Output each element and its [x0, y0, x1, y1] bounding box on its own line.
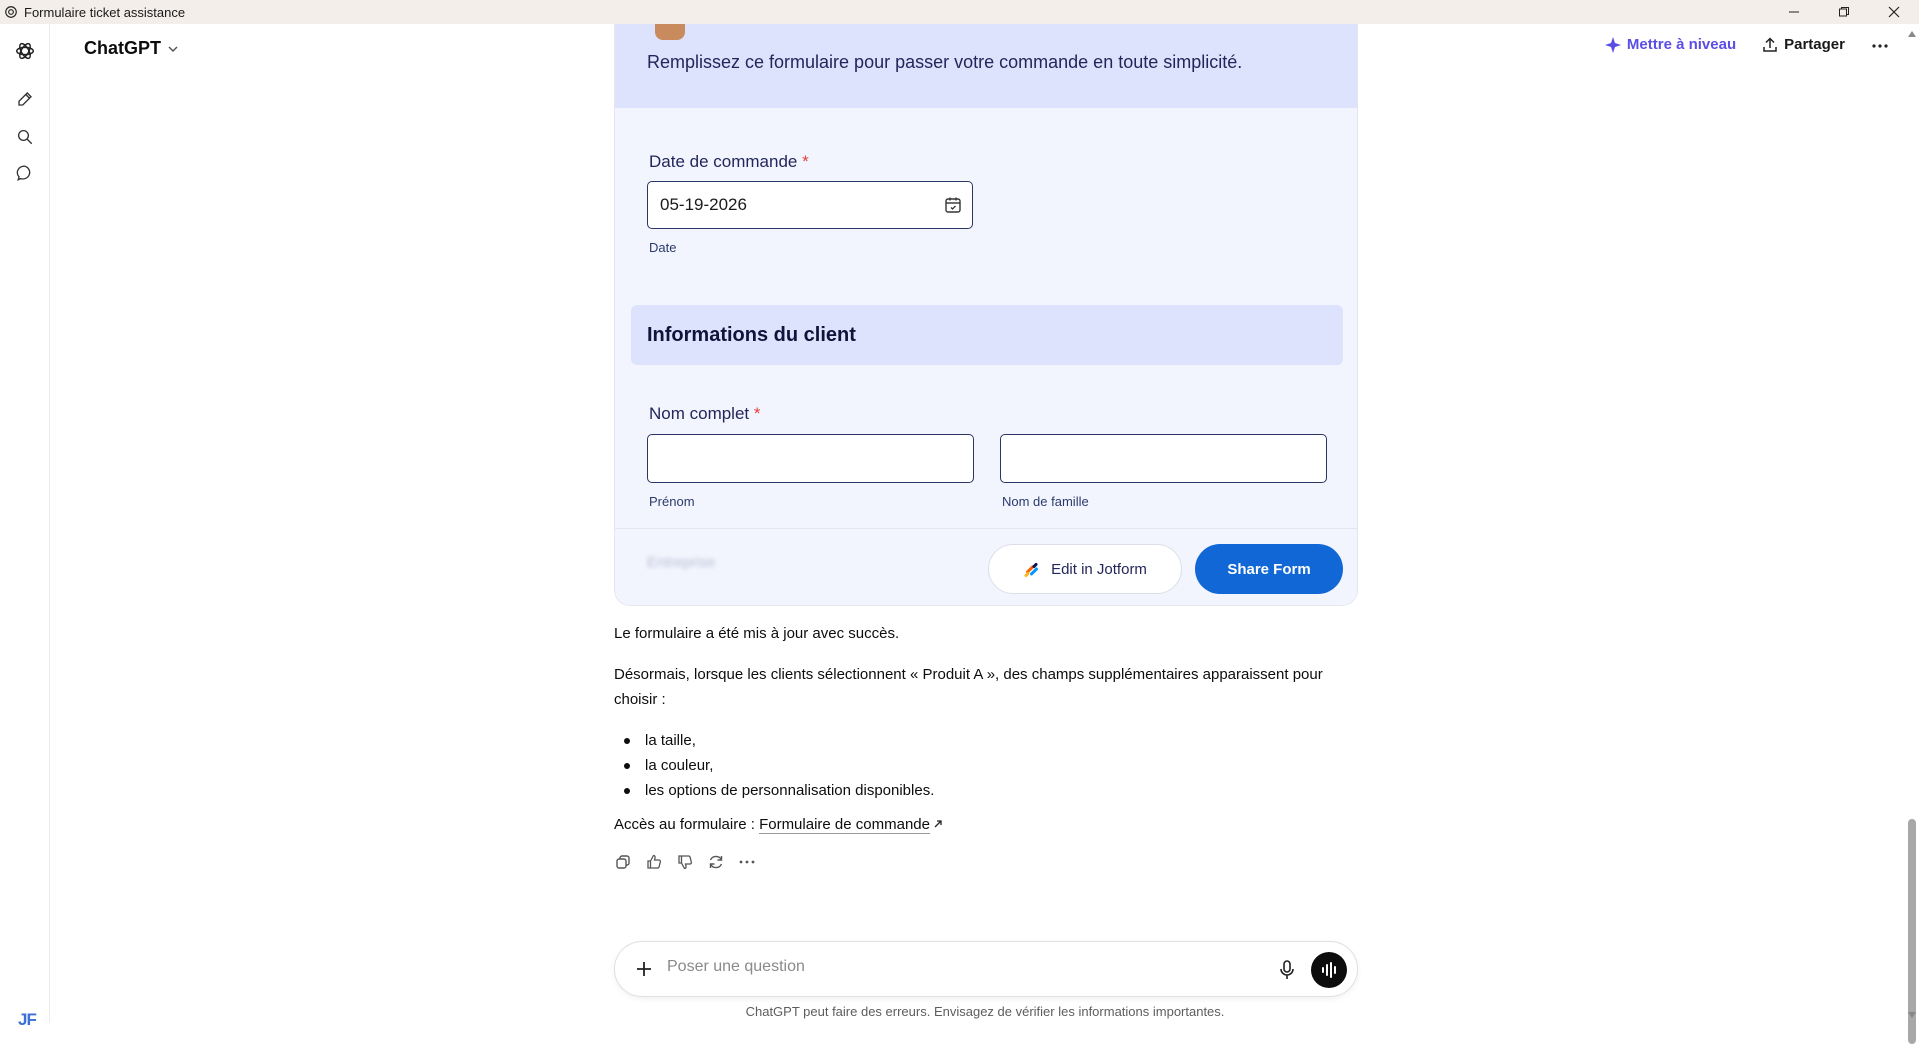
form-description: Remplissez ce formulaire pour passer votre commande en toute simplicité.: [647, 52, 1243, 72]
next-field-label: Entreprise: [647, 554, 716, 571]
form-header: [615, 24, 1358, 108]
sidebar: [0, 24, 50, 1029]
edit-button-label: Edit in Jotform: [1051, 560, 1147, 578]
more-horizontal-icon: [739, 860, 755, 864]
header-actions: [1605, 36, 1889, 53]
message-actions: [614, 853, 756, 871]
access-line: [614, 812, 943, 837]
window-controls: [1769, 0, 1919, 24]
window-title: Formulaire ticket assistance: [24, 4, 186, 20]
openai-logo-icon: [14, 40, 36, 62]
regenerate-button[interactable]: [707, 853, 725, 871]
message-line-1: Le formulaire a été mis à jour avec succès.: [614, 625, 900, 642]
name-field-label: [649, 404, 761, 424]
search-button[interactable]: [13, 125, 37, 149]
composer: [614, 941, 1358, 997]
last-name-sublabel: Nom de famille: [1002, 494, 1089, 509]
restore-icon: [1838, 6, 1850, 18]
section-customer-info: Informations du client: [631, 305, 1343, 365]
app-name: ChatGPT: [84, 38, 162, 58]
upload-icon: [1762, 37, 1778, 53]
date-sublabel: Date: [649, 240, 677, 255]
thumbs-down-icon: [677, 854, 693, 870]
form-logo: [655, 24, 685, 40]
minimize-button[interactable]: [1769, 0, 1819, 24]
search-icon: [16, 128, 34, 146]
copy-icon: [615, 854, 631, 870]
edit-icon: [16, 90, 34, 108]
form-link[interactable]: Formulaire de commande: [759, 816, 930, 833]
jotform-logo-icon: [1023, 560, 1041, 578]
last-name-input[interactable]: [1000, 434, 1327, 483]
required-mark: *: [802, 152, 809, 171]
avatar[interactable]: JF: [18, 1010, 36, 1029]
voice-wave-icon: [1320, 962, 1338, 978]
bullet-dot: [624, 738, 630, 744]
calendar-icon[interactable]: [944, 196, 962, 214]
window-titlebar: [0, 0, 1919, 24]
close-window-button[interactable]: [1869, 0, 1919, 24]
minimize-icon: [1788, 6, 1800, 18]
message-line-2: Désormais, lorsque les clients sélectionnent « Produit A », des champs supplémentaires apparaissent pour: [614, 666, 1323, 683]
required-mark: *: [753, 404, 761, 423]
share-label: Partager: [1784, 36, 1845, 53]
share-form-button[interactable]: Share Form: [1195, 544, 1343, 594]
prompt-input[interactable]: Poser une question: [667, 958, 805, 975]
jotform-embed-card: [614, 24, 1358, 606]
date-label-text: Date de commande: [649, 152, 798, 171]
disclaimer: ChatGPT peut faire des erreurs. Envisagez de vérifier les informations importantes.: [745, 1004, 1225, 1019]
plus-icon[interactable]: [633, 958, 655, 980]
openai-home-button[interactable]: [13, 39, 37, 63]
list-item: la couleur,: [645, 757, 714, 774]
scroll-down-icon[interactable]: [1907, 1011, 1917, 1019]
like-button[interactable]: [645, 853, 663, 871]
more-horizontal-icon: [1871, 43, 1889, 49]
list-item: les options de personnalisation disponibles.: [645, 782, 935, 799]
list-item: la taille,: [645, 732, 696, 749]
refresh-icon: [708, 854, 724, 870]
dislike-button[interactable]: [676, 853, 694, 871]
bullet-dot: [624, 788, 630, 794]
more-actions-button[interactable]: [738, 853, 756, 871]
mic-icon[interactable]: [1277, 959, 1297, 981]
openai-logo-icon: [4, 5, 18, 19]
first-name-sublabel: Prénom: [649, 494, 695, 509]
page-scrollbar[interactable]: [1905, 24, 1919, 1023]
chats-button[interactable]: [13, 161, 37, 185]
access-prefix: Accès au formulaire :: [614, 816, 760, 833]
edit-in-jotform-button[interactable]: [988, 544, 1182, 594]
more-options-button[interactable]: [1871, 36, 1889, 53]
scroll-up-icon[interactable]: [1907, 30, 1917, 38]
voice-mode-button[interactable]: [1311, 952, 1347, 988]
model-selector[interactable]: [84, 38, 179, 59]
new-chat-button[interactable]: [13, 87, 37, 111]
close-icon: [1888, 6, 1900, 18]
name-label-text: Nom complet: [649, 404, 750, 423]
chevron-down-icon: [167, 43, 179, 55]
chat-bubble-icon: [16, 164, 34, 182]
copy-button[interactable]: [614, 853, 632, 871]
order-date-input[interactable]: [647, 181, 973, 229]
sparkle-icon: [1605, 37, 1621, 53]
external-link-icon: [933, 819, 943, 829]
message-line-2b: choisir :: [614, 691, 666, 708]
upgrade-label: Mettre à niveau: [1626, 36, 1737, 53]
share-button[interactable]: [1762, 36, 1845, 53]
first-name-input[interactable]: [647, 434, 974, 483]
bullet-dot: [624, 763, 630, 769]
upgrade-button[interactable]: [1605, 36, 1736, 53]
date-field-label: [649, 152, 809, 172]
date-value: 05-19-2026: [660, 195, 747, 214]
thumbs-up-icon: [646, 854, 662, 870]
restore-button[interactable]: [1819, 0, 1869, 24]
